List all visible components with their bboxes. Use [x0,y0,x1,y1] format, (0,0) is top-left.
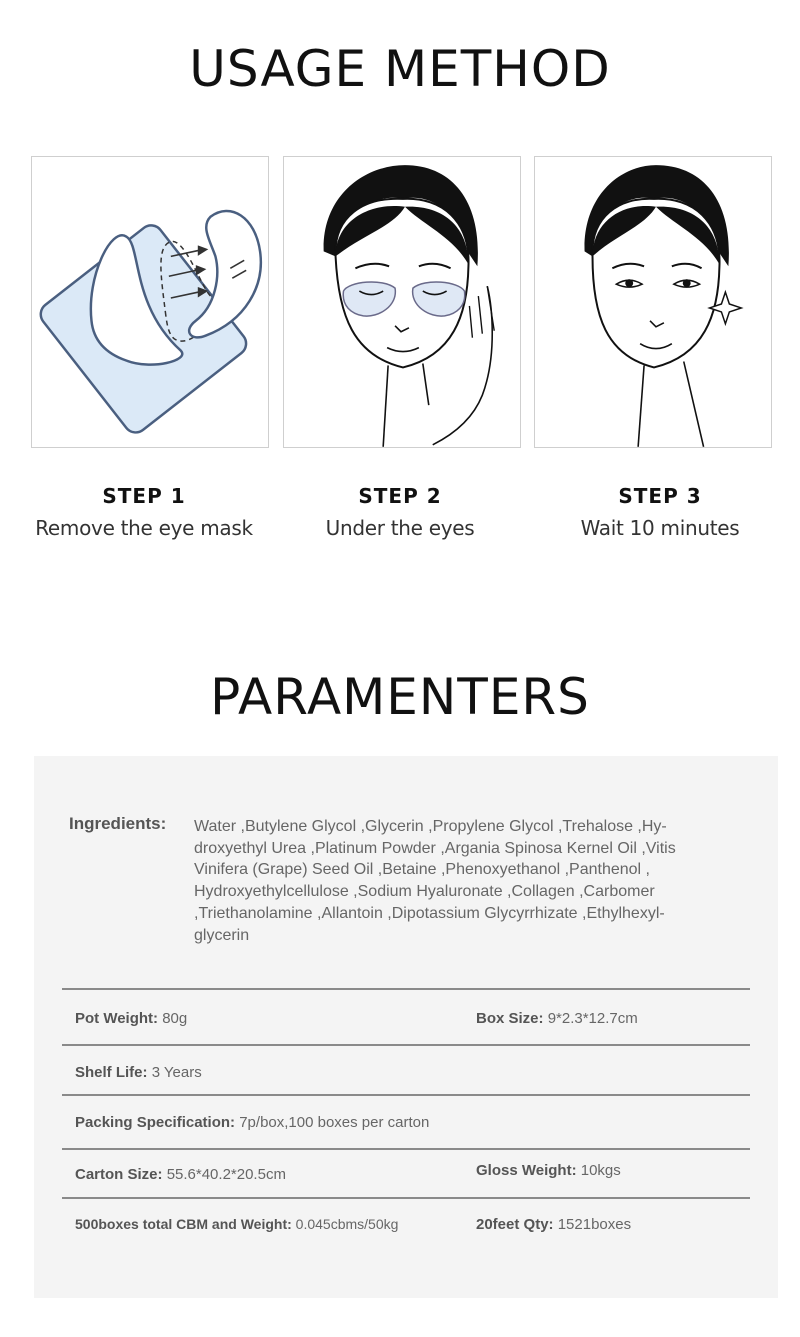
pot-weight-value: 80g [162,1010,188,1027]
step-1-illustration [31,156,269,448]
ingredients-line: ,Triethanolamine ,Allantoin ,Dipotassium Glycyrrhizate ,Ethylhexyl- [194,904,665,922]
step-2-label: STEP 2 [358,484,442,508]
smiling-face-sparkle-icon [535,157,771,447]
ingredients-line: Hydroxyethylcellulose ,Sodium Hyaluronate ,Collagen ,Carbomer [194,883,655,901]
usage-method-title: USAGE METHOD [189,40,611,98]
ingredients-line: Vinifera (Grape) Seed Oil ,Betaine ,Phenoxyethanol ,Panthenol , [194,861,650,879]
face-with-eye-patches-icon [284,157,520,447]
divider [62,1148,750,1150]
step-1-label: STEP 1 [102,484,186,508]
packing-label: Packing Specification: [75,1114,236,1131]
box-size-label: Box Size: [476,1010,544,1027]
step-2-illustration [283,156,521,448]
parameters-title: PARAMENTERS [210,668,590,726]
cbm-label: 500boxes total CBM and Weight: [75,1216,292,1232]
divider [62,988,750,990]
ingredients-line: droxyethyl Urea ,Platinum Powder ,Argania Spinosa Kernel Oil ,Vitis [194,839,676,857]
divider [62,1197,750,1199]
step-2-caption [281,484,519,540]
ingredients-text [194,816,754,946]
carton-size-value: 55.6*40.2*20.5cm [166,1166,286,1183]
pot-weight-row [75,1010,187,1027]
carton-size-row [75,1166,286,1183]
carton-size-label: Carton Size: [75,1166,163,1183]
ingredients-line: Water ,Butylene Glycol ,Glycerin ,Propylene Glycol ,Trehalose ,Hy- [194,818,667,835]
shelf-life-value: 3 Years [151,1064,202,1081]
eye-mask-peel-icon [32,157,268,447]
step-2-description: Under the eyes [325,516,475,540]
cbm-row [75,1216,398,1232]
shelf-life-label: Shelf Life: [75,1064,148,1081]
divider [62,1044,750,1046]
divider [62,1094,750,1096]
gloss-weight-label: Gloss Weight: [476,1162,577,1179]
parameters-panel [34,756,778,1298]
packing-row [75,1114,429,1131]
step-1-caption [25,484,263,540]
gloss-weight-value: 10kgs [580,1162,621,1179]
shelf-life-row [75,1064,202,1081]
box-size-value: 9*2.3*12.7cm [547,1010,638,1027]
step-1-description: Remove the eye mask [35,516,253,540]
packing-value: 7p/box,100 boxes per carton [239,1114,430,1131]
gloss-weight-row [476,1162,621,1179]
ingredients-label: Ingredients: [69,814,167,833]
step-3-caption [541,484,779,540]
qty-value: 1521boxes [557,1216,632,1233]
step-3-description: Wait 10 minutes [580,516,740,540]
step-3-label: STEP 3 [618,484,702,508]
box-size-row [476,1010,638,1027]
step-3-illustration [534,156,772,448]
qty-row [476,1216,631,1233]
ingredients-line: glycerin [194,926,250,944]
cbm-value: 0.045cbms/50kg [295,1216,399,1232]
qty-label: 20feet Qty: [476,1216,554,1233]
pot-weight-label: Pot Weight: [75,1010,159,1027]
